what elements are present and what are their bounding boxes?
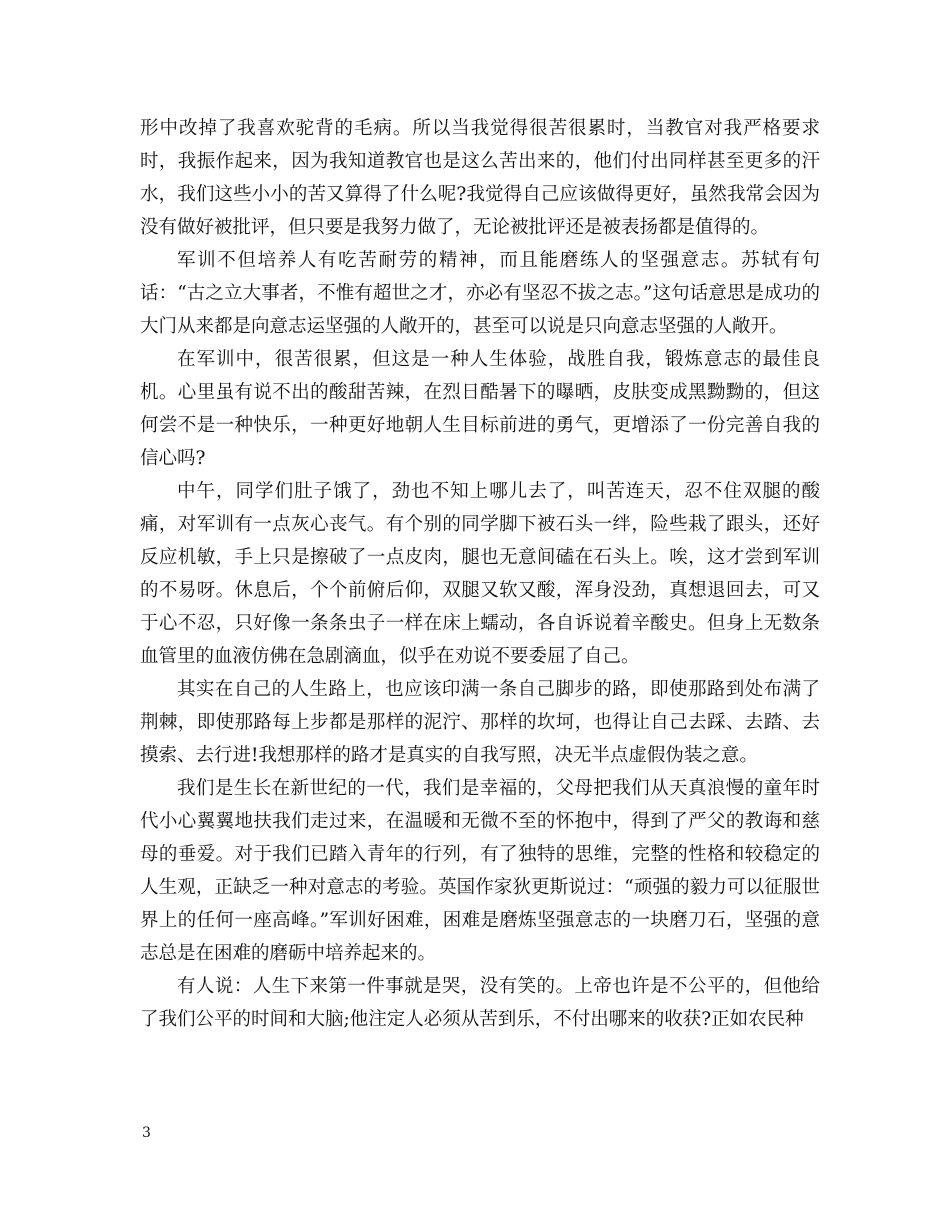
paragraph-5: 其实在自己的人生路上，也应该印满一条自己脚步的路，即使那路到处布满了荆棘，即使那路每上步都是那样的泥泞、那样的坎坷，也得让自己去踩、去踏、去摸索、去行进!我想那样的路才是真实的自我写照，决无半点虚假伪装之意。 — [140, 679, 820, 766]
paragraph-6: 我们是生长在新世纪的一代，我们是幸福的，父母把我们从天真浪慢的童年时代小心翼翼地扶我们走过来，在温暖和无微不至的怀抱中，得到了严父的教诲和慈母的垂爱。对于我们已踏入青年的行列，有了独特的思维，完整的性格和较稳定的人生观，正缺乏一种对意志的考验。英国作家狄更斯说过：“顽强的毅力可以征服世界上的任何一座高峰。”军训好困难，困难是磨炼坚强意志的一块磨刀石，坚强的意志总是在困难的磨砺中培养起来的。 — [140, 778, 820, 964]
paragraph-1: 形中改掉了我喜欢驼背的毛病。所以当我觉得很苦很累时，当教官对我严格要求时，我振作起来，因为我知道教官也是这么苦出来的，他们付出同样甚至更多的汗水，我们这些小小的苦又算得了什么呢?我觉得自己应该做得更好，虽然我常会因为没有做好被批评，但只要是我努力做了，无论被批评还是被表扬都是值得的。 — [140, 118, 820, 238]
page-number: 3 — [142, 1125, 151, 1141]
paragraph-4: 中午，同学们肚子饿了，劲也不知上哪儿去了，叫苦连天，忍不住双腿的酸痛，对军训有一点灰心丧气。有个别的同学脚下被石头一绊，险些栽了跟头，还好反应机敏，手上只是擦破了一点皮肉，腿也无意间磕在石头上。唉，这才尝到军训的不易呀。休息后，个个前俯后仰，双腿又软又酸，浑身没劲，真想退回去，可又于心不忍，只好像一条条虫子一样在床上蠕动，各自诉说着辛酸史。但身上无数条血管里的血液仿佛在急剧滴血，似乎在劝说不要委屈了自己。 — [140, 481, 820, 667]
paragraph-7: 有人说：人生下来第一件事就是哭，没有笑的。上帝也许是不公平的，但他给了我们公平的时间和大脑;他注定人必须从苦到乐，不付出哪来的收获?正如农民种 — [140, 976, 820, 1030]
paragraph-3: 在军训中，很苦很累，但这是一种人生体验，战胜自我，锻炼意志的最佳良机。心里虽有说不出的酸甜苦辣，在烈日酷暑下的曝晒，皮肤变成黑黝黝的，但这何尝不是一种快乐，一种更好地朝人生目标前进的勇气，更增添了一份完善自我的信心吗? — [140, 349, 820, 469]
paragraph-2: 军训不但培养人有吃苦耐劳的精神，而且能磨练人的坚强意志。苏轼有句话：“古之立大事者，不惟有超世之才，亦必有坚忍不拔之志。”这句话意思是成功的大门从来都是向意志运坚强的人敞开的，甚至可以说是只向意志坚强的人敞开。 — [140, 250, 820, 337]
document-page — [140, 112, 820, 1036]
